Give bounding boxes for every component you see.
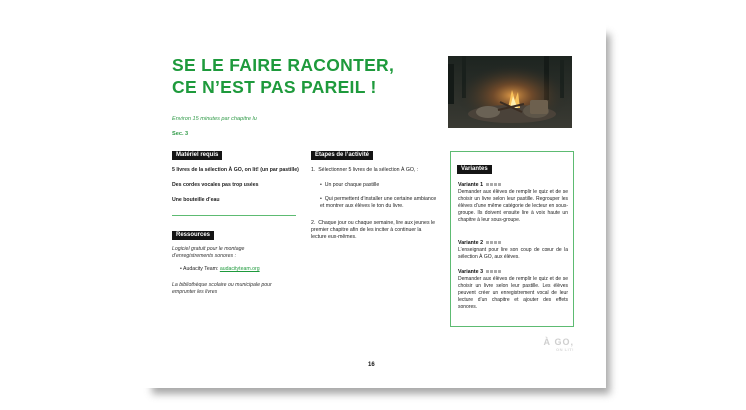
- duration-label: Environ 15 minutes par chapitre lu: [172, 116, 257, 122]
- pastille-icon: [486, 241, 489, 244]
- bullet-icon: •: [320, 196, 325, 202]
- materials-header: Matériel requis: [172, 151, 222, 160]
- bullet-icon: •: [320, 182, 325, 188]
- step-1-sub-1-text: Un pour chaque pastille: [324, 182, 380, 188]
- logo-sub: ON LIT!: [556, 347, 574, 352]
- brand-logo: [538, 338, 574, 352]
- resources-audacity-item: [180, 266, 300, 273]
- step-2-number: 2.: [311, 220, 319, 226]
- variant-3-title: Variante 3: [458, 269, 501, 275]
- pastille-icon: [498, 183, 501, 186]
- audacity-link[interactable]: audacityteam.org: [219, 266, 260, 272]
- audacity-label: Audacity Team:: [182, 266, 219, 272]
- pastille-icon: [490, 270, 493, 273]
- variant-1-text: Demander aux élèves de remplir le quiz et de se choisir un livre selon leur pastille. Regrouper les élèves d’une même catégorie de lecteur en sous-groupe. Ils doivent ensuite lire à voix haute un chapitre à leur sous-groupe.: [458, 189, 568, 223]
- title-line-2: CE N’EST PAS PAREIL !: [172, 77, 377, 97]
- resources-header: Ressources: [172, 231, 214, 240]
- variants-header: Variantes: [457, 165, 492, 174]
- step-1-sub-2: [320, 196, 438, 210]
- step-1-text: Sélectionner 5 livres de la sélection À GO, :: [318, 167, 419, 173]
- step-2-text: Chaque jour ou chaque semaine, lire aux jeunes le premier chapitre afin de les inciter à continuer la lecture eux-mêmes.: [311, 220, 436, 241]
- pastille-icon: [498, 270, 501, 273]
- materials-divider: [172, 215, 296, 216]
- page-number: 16: [368, 362, 375, 368]
- resources-library: La bibliothèque scolaire ou municipale pour emprunter les livres: [172, 282, 272, 296]
- document-page: [140, 24, 606, 388]
- variant-1-title: Variante 1: [458, 182, 501, 188]
- page-title: [172, 54, 412, 98]
- step-1-number: 1.: [311, 167, 319, 173]
- materials-item-3: Une bouteille d’eau: [172, 197, 220, 203]
- pastille-icon: [494, 270, 497, 273]
- materials-item-2: Des cordes vocales pas trop usées: [172, 182, 259, 188]
- pastille-icon: [486, 183, 489, 186]
- pastille-icon: [490, 241, 493, 244]
- variants-box: [450, 151, 574, 327]
- grade-label: Sec. 3: [172, 131, 189, 137]
- steps-header: Étapes de l’activité: [311, 151, 373, 160]
- pastille-icon: [494, 183, 497, 186]
- pastille-icon: [490, 183, 493, 186]
- bullet-icon: •: [180, 266, 182, 272]
- variant-3-text: Demander aux élèves de remplir le quiz et de se choisir un livre selon leur pastille. Les élèves peuvent créer un enregistrement vocal de leur lecture d’un chapitre et ajouter des effets sonores.: [458, 276, 568, 310]
- campfire-photo: [448, 56, 572, 128]
- materials-item-1: 5 livres de la sélection À GO, on lit! (un par pastille): [172, 167, 299, 173]
- variant-2-text: L’enseignant pour lire son coup de cœur de la sélection À GO, aux élèves.: [458, 247, 568, 260]
- step-1: [311, 167, 441, 174]
- variant-2-title: Variante 2: [458, 240, 501, 246]
- pastille-icon: [498, 241, 501, 244]
- step-2: [311, 220, 437, 242]
- logo-main: À GO,: [543, 337, 574, 347]
- title-line-1: SE LE FAIRE RACONTER,: [172, 55, 395, 75]
- pastille-icon: [494, 241, 497, 244]
- resources-intro: Logiciel gratuit pour le montage d’enregistrements sonores :: [172, 246, 245, 260]
- step-1-sub-2-text: Qui permettent d’installer une certaine ambiance et montrer aux élèves le ton du livre.: [320, 196, 437, 210]
- step-1-sub-1: [320, 182, 440, 189]
- pastille-icon: [486, 270, 489, 273]
